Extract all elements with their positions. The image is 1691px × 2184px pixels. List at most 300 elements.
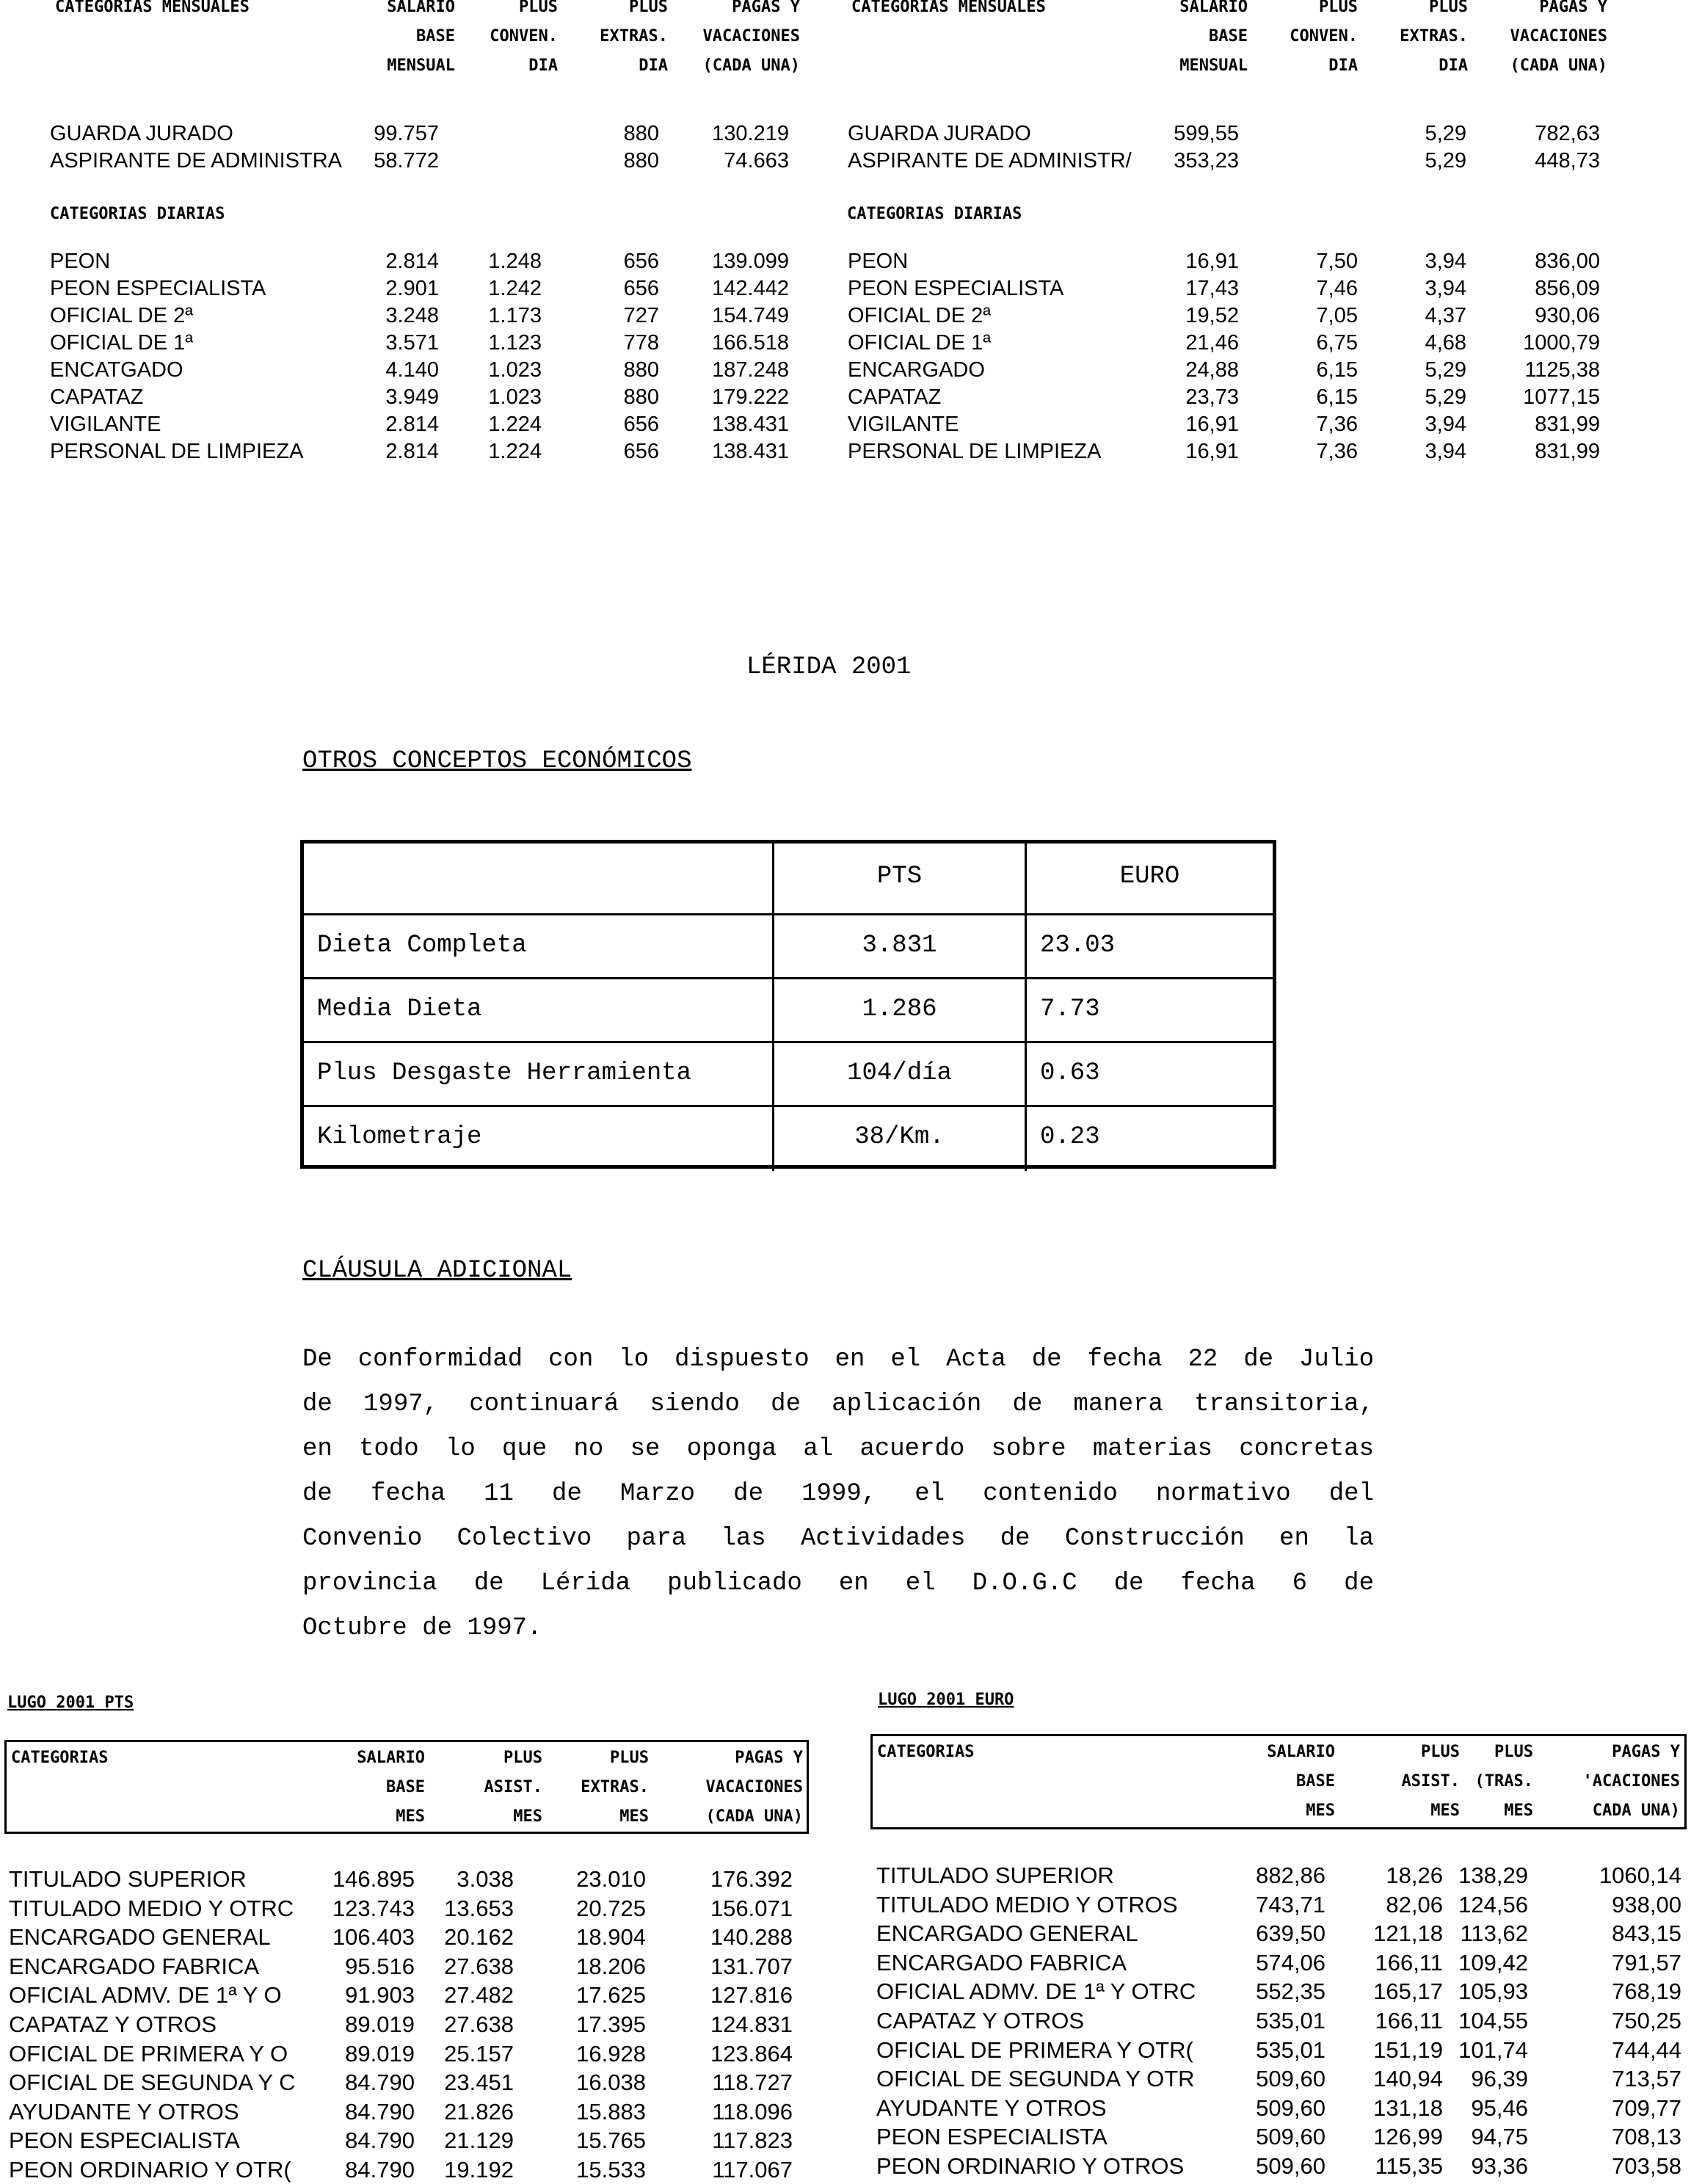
cell-extras: 93,36	[1471, 2153, 1528, 2179]
otros-cell-pts: 1.286	[774, 979, 1027, 1043]
header-line: SALARIO	[357, 1749, 425, 1767]
header-pagas	[1461, 0, 1607, 81]
cell-pagas: 179.222	[712, 385, 789, 409]
header-pagas	[1533, 1738, 1680, 1826]
cell-pagas: 791,57	[1612, 1949, 1681, 1976]
header-line: SALARIO	[1267, 1743, 1335, 1761]
cell-extras: 101,74	[1458, 2036, 1528, 2063]
cell-cat: PERSONAL DE LIMPIEZA	[50, 440, 304, 463]
cell-extras: 5,29	[1425, 149, 1466, 173]
header-line: MES	[1306, 1802, 1335, 1820]
cell-cat: ASPIRANTE DE ADMINISTRA	[50, 149, 343, 173]
header-line: VACACIONES	[702, 27, 800, 46]
header-line: DIA	[528, 57, 558, 75]
header-line: CADA UNA)	[1592, 1802, 1680, 1820]
cell-asist: 165,17	[1373, 1978, 1443, 2005]
header-plus-conven	[462, 0, 558, 81]
header-line: DIA	[1439, 57, 1468, 75]
cell-cat: PERSONAL DE LIMPIEZA	[848, 440, 1102, 463]
header-categorias: CATEGORIAS	[877, 1743, 975, 1761]
cell-cat: ENCARGADO	[848, 358, 985, 382]
header-pts: PTS	[774, 844, 1027, 915]
cell-base: 353,23	[1174, 149, 1239, 173]
paragraph-line: de fecha 11 de Marzo de 1999, el contenido normativo del	[302, 1480, 1374, 1508]
header-categorias: CATEGORIAS MENSUALES	[851, 0, 1046, 16]
header-line: EXTRAS.	[581, 1778, 649, 1796]
cell-asist: 151,19	[1373, 2036, 1443, 2063]
cell-cat: AYUDANTE Y OTROS	[876, 2094, 1107, 2121]
cell-asist: 25.157	[444, 2040, 514, 2067]
cell-base: 21,46	[1185, 331, 1239, 355]
header-line: PAGAS Y	[735, 1749, 803, 1767]
cell-extras: 5,29	[1425, 122, 1466, 145]
cell-pagas: 750,25	[1612, 2008, 1681, 2034]
cell-base: 2.814	[385, 413, 439, 436]
header-line: DIA	[1328, 57, 1358, 75]
cell-extras: 15.533	[576, 2157, 646, 2183]
cell-pagas: 709,77	[1612, 2094, 1681, 2121]
cell-cat: PEON ESPECIALISTA	[848, 277, 1064, 300]
cell-pagas: 117.823	[712, 2127, 793, 2154]
header-line: MENSUAL	[387, 57, 455, 75]
cell-conv: 6,15	[1316, 385, 1358, 409]
cell-pagas: 843,15	[1612, 1920, 1681, 1947]
cell-pagas: 836,00	[1535, 250, 1600, 273]
cell-extras: 880	[623, 358, 659, 382]
header-plus-extras	[1460, 1738, 1533, 1826]
header-euro: EURO	[1027, 844, 1273, 915]
cell-extras: 727	[623, 304, 659, 327]
header-salario	[300, 1744, 425, 1832]
cell-pagas: 131.707	[710, 1953, 793, 1979]
cell-base: 509,60	[1256, 2066, 1325, 2092]
header-line: MES	[1430, 1802, 1460, 1820]
cell-extras: 113,62	[1460, 1920, 1528, 1947]
cell-base: 23,73	[1185, 385, 1239, 409]
cell-extras: 5,29	[1425, 385, 1466, 409]
paragraph-line: Octubre de 1997.	[302, 1614, 542, 1642]
cell-base: 509,60	[1256, 2094, 1325, 2121]
cell-conv: 1.224	[488, 413, 542, 436]
header-line: PLUS	[1494, 1743, 1533, 1761]
header-line: VACACIONES	[1510, 27, 1607, 46]
header-line: PLUS	[629, 0, 668, 16]
cell-cat: ENCATGADO	[50, 358, 183, 382]
cell-pagas: 831,99	[1535, 413, 1600, 436]
cell-extras: 880	[623, 122, 659, 145]
cell-base: 535,01	[1256, 2008, 1325, 2034]
header-pagas	[652, 1744, 803, 1832]
cell-extras: 5,29	[1425, 358, 1466, 382]
section-title-otros: OTROS CONCEPTOS ECONÓMICOS	[302, 747, 692, 775]
cell-extras: 96,39	[1471, 2066, 1528, 2092]
cell-base: 639,50	[1256, 1920, 1325, 1947]
paragraph-line: provincia de Lérida publicado en el D.O.G.C de fecha 6 de	[302, 1570, 1374, 1597]
cell-extras: 3,94	[1425, 277, 1466, 300]
header-line: CONVEN.	[490, 27, 558, 46]
cell-pagas: 1125,38	[1524, 358, 1600, 382]
cell-pagas: 127.816	[710, 1982, 793, 2009]
cell-asist: 140,94	[1373, 2066, 1443, 2092]
header-line: PLUS	[610, 1749, 649, 1767]
cell-conv: 7,36	[1316, 413, 1358, 436]
header-line: MENSUAL	[1179, 57, 1248, 75]
lugo-pts-title: LUGO 2001 PTS	[7, 1694, 134, 1712]
cell-asist: 21.826	[444, 2098, 514, 2125]
cell-extras: 16.928	[576, 2040, 646, 2067]
cell-conv: 7,46	[1316, 277, 1358, 300]
cell-asist: 13.653	[444, 1895, 514, 1921]
cell-base: 3.571	[385, 331, 439, 355]
cell-base: 2.814	[385, 440, 439, 463]
cell-extras: 23.010	[576, 1866, 646, 1892]
cell-base: 509,60	[1256, 2153, 1325, 2179]
header-line: MES	[396, 1807, 425, 1826]
lugo-euro-title: LUGO 2001 EURO	[878, 1691, 1014, 1709]
cell-conv: 1.248	[488, 250, 542, 273]
top-right-table	[815, 0, 1691, 470]
top-left-table	[0, 0, 815, 470]
header-salario	[1138, 0, 1248, 81]
header-line: SALARIO	[387, 0, 455, 16]
cell-asist: 20.162	[444, 1924, 514, 1951]
cell-asist: 18,26	[1386, 1862, 1443, 1888]
header-line: (CADA UNA)	[705, 1807, 803, 1826]
cell-pagas: 117.067	[712, 2157, 793, 2183]
cell-cat: OFICIAL DE 2ª	[50, 304, 193, 327]
cell-base: 599,55	[1174, 122, 1239, 145]
otros-cell-euro: 0.23	[1040, 1123, 1100, 1151]
header-line: BASE	[416, 27, 455, 46]
cell-extras: 15.883	[576, 2098, 646, 2125]
cell-asist: 27.638	[444, 2011, 514, 2037]
header-pagas	[661, 0, 800, 81]
cell-cat: ENCARGADO FABRICA	[876, 1949, 1127, 1976]
cell-asist: 131,18	[1373, 2094, 1443, 2121]
otros-cell-euro: 0.63	[1027, 1043, 1273, 1107]
cell-base: 2.901	[385, 277, 439, 300]
cell-cat: TITULADO SUPERIOR	[9, 1866, 247, 1892]
cell-base: 17,43	[1185, 277, 1239, 300]
cell-pagas: 118.727	[712, 2069, 793, 2096]
cell-extras: 3,94	[1425, 250, 1466, 273]
cell-conv: 1.023	[488, 385, 542, 409]
cell-cat: PEON ORDINARIO Y OTROS	[876, 2153, 1185, 2179]
cell-pagas: 782,63	[1535, 122, 1600, 145]
cell-pagas: 713,57	[1612, 2066, 1681, 2092]
cell-pagas: 744,44	[1612, 2036, 1681, 2063]
otros-cell-pts: 104/día	[774, 1043, 1027, 1107]
cell-extras: 18.904	[576, 1924, 646, 1951]
header-line: (CADA UNA)	[702, 57, 800, 75]
cell-conv: 7,36	[1316, 440, 1358, 463]
cell-cat: OFICIAL ADMV. DE 1ª Y OTRC	[876, 1978, 1196, 2005]
otros-cell-euro: 23.03	[1027, 915, 1273, 979]
otros-cell-pts: 3.831	[774, 915, 1027, 979]
cell-base: 24,88	[1185, 358, 1239, 382]
header-line: DIA	[639, 57, 668, 75]
cell-cat: GUARDA JURADO	[848, 122, 1031, 145]
cell-pagas: 1077,15	[1523, 385, 1600, 409]
cell-pagas: 703,58	[1612, 2153, 1681, 2179]
cell-base: 99.757	[374, 122, 439, 145]
header-line: PLUS	[503, 1749, 542, 1767]
header-empty	[304, 844, 774, 915]
header-line: BASE	[386, 1778, 425, 1796]
cell-cat: CAPATAZ	[50, 385, 144, 409]
cell-conv: 1.224	[488, 440, 542, 463]
header-plus-conven	[1255, 0, 1358, 81]
cell-base: 509,60	[1256, 2124, 1325, 2150]
cell-cat: ASPIRANTE DE ADMINISTR/	[848, 149, 1132, 173]
section-title-clausula: CLÁUSULA ADICIONAL	[302, 1257, 572, 1285]
cell-pagas: 156.071	[710, 1895, 793, 1921]
cell-pagas: 187.248	[712, 358, 789, 382]
cell-asist: 121,18	[1373, 1920, 1443, 1947]
header-categorias: CATEGORIAS MENSUALES	[55, 0, 250, 16]
otros-cell-euro: 7.73	[1027, 979, 1273, 1043]
cell-cat: VIGILANTE	[848, 413, 959, 436]
cell-extras: 16.038	[576, 2069, 646, 2096]
cell-asist: 19.192	[444, 2157, 514, 2183]
cell-pagas: 938,00	[1612, 1891, 1681, 1918]
cell-pagas: 768,19	[1612, 1978, 1681, 2005]
clausula-paragraph	[302, 1338, 1374, 1651]
header-line: BASE	[1209, 27, 1248, 46]
cell-cat: OFICIAL DE 1ª	[848, 331, 991, 355]
cell-extras: 94,75	[1471, 2124, 1528, 2150]
cell-base: 743,71	[1256, 1891, 1325, 1918]
cell-extras: 15.765	[576, 2127, 646, 2154]
cell-extras: 18.206	[576, 1953, 646, 1979]
header-line: (CADA UNA)	[1510, 57, 1607, 75]
cell-base: 84.790	[345, 2098, 415, 2125]
cell-base: 84.790	[345, 2069, 415, 2096]
cell-cat: OFICIAL DE SEGUNDA Y C	[9, 2069, 296, 2096]
cell-pagas: 708,13	[1612, 2124, 1681, 2150]
header-line: CONVEN.	[1290, 27, 1358, 46]
cell-base: 146.895	[332, 1866, 415, 1892]
cell-pagas: 142.442	[712, 277, 789, 300]
otros-cell-concept: Kilometraje	[304, 1107, 774, 1171]
cell-base: 106.403	[332, 1924, 415, 1951]
header-plus-asist	[440, 1744, 542, 1832]
cell-base: 535,01	[1256, 2036, 1325, 2063]
cell-base: 84.790	[345, 2127, 415, 2154]
header-line: PAGAS Y	[1612, 1743, 1680, 1761]
cell-conv: 1.242	[488, 277, 542, 300]
cell-base: 3.248	[385, 304, 439, 327]
cell-extras: 880	[623, 385, 659, 409]
cell-cat: CAPATAZ Y OTROS	[9, 2011, 217, 2037]
cell-base: 84.790	[345, 2157, 415, 2183]
cell-cat: PEON ESPECIALISTA	[50, 277, 266, 300]
header-line: PLUS	[1319, 0, 1358, 16]
cell-extras: 17.625	[576, 1982, 646, 2009]
cell-conv: 1.123	[488, 331, 542, 355]
cell-extras: 105,93	[1458, 1978, 1528, 2005]
cell-conv: 6,15	[1316, 358, 1358, 382]
cell-pagas: 130.219	[712, 122, 789, 145]
cell-cat: PEON	[848, 250, 909, 273]
header-line: EXTRAS.	[1400, 27, 1468, 46]
cell-cat: ENCARGADO GENERAL	[876, 1920, 1138, 1947]
cell-pagas: 448,73	[1535, 149, 1600, 173]
cell-pagas: 138.431	[712, 413, 789, 436]
cell-base: 16,91	[1185, 413, 1239, 436]
cell-asist: 166,11	[1375, 1949, 1443, 1976]
cell-cat: CAPATAZ Y OTROS	[876, 2008, 1085, 2034]
cell-pagas: 1060,14	[1599, 1862, 1681, 1888]
cell-pagas: 831,99	[1535, 440, 1600, 463]
paragraph-line: en todo lo que no se oponga al acuerdo sobre materias concretas	[302, 1435, 1374, 1463]
header-plus-extras	[546, 1744, 649, 1832]
cell-extras: 656	[623, 413, 659, 436]
header-line: PAGAS Y	[1539, 0, 1607, 16]
cell-cat: OFICIAL ADMV. DE 1ª Y O	[9, 1982, 282, 2009]
header-line: PLUS	[519, 0, 558, 16]
cell-cat: VIGILANTE	[50, 413, 161, 436]
cell-cat: OFICIAL DE PRIMERA Y OTR(	[876, 2036, 1193, 2063]
cell-cat: PEON ESPECIALISTA	[876, 2124, 1108, 2150]
otros-cell-pts: 38/Km.	[774, 1107, 1027, 1171]
header-line: PLUS	[1421, 1743, 1460, 1761]
cell-base: 91.903	[345, 1982, 415, 2009]
cell-extras: 656	[623, 277, 659, 300]
cell-base: 95.516	[345, 1953, 415, 1979]
cell-cat: PEON ESPECIALISTA	[9, 2127, 240, 2154]
cell-extras: 778	[623, 331, 659, 355]
cell-extras: 17.395	[576, 2011, 646, 2037]
cell-conv: 7,05	[1316, 304, 1358, 327]
header-salario	[1240, 1738, 1335, 1826]
cell-base: 16,91	[1185, 250, 1239, 273]
cell-asist: 23.451	[444, 2069, 514, 2096]
cell-base: 2.814	[385, 250, 439, 273]
header-line: ASIST.	[484, 1778, 542, 1796]
cell-cat: GUARDA JURADO	[50, 122, 233, 145]
cell-cat: CAPATAZ	[848, 385, 942, 409]
header-categorias: CATEGORIAS	[11, 1749, 109, 1767]
cell-pagas: 1000,79	[1523, 331, 1600, 355]
cell-base: 552,35	[1256, 1978, 1325, 2005]
header-salario	[345, 0, 455, 81]
cell-pagas: 123.864	[710, 2040, 793, 2067]
cell-pagas: 124.831	[710, 2011, 793, 2037]
cell-asist: 166,11	[1375, 2008, 1443, 2034]
cell-pagas: 74.663	[724, 149, 789, 173]
daily-label: CATEGORIAS DIARIAS	[50, 205, 225, 223]
cell-asist: 82,06	[1386, 1891, 1443, 1918]
cell-asist: 126,99	[1373, 2124, 1443, 2150]
cell-pagas: 118.096	[712, 2098, 793, 2125]
cell-extras: 656	[623, 250, 659, 273]
cell-extras: 880	[623, 149, 659, 173]
cell-extras: 109,42	[1458, 1949, 1528, 1976]
header-line: 'ACACIONES	[1582, 1772, 1680, 1791]
cell-cat: ENCARGADO FABRICA	[9, 1953, 260, 1979]
header-line: BASE	[1296, 1772, 1335, 1791]
cell-cat: TITULADO MEDIO Y OTROS	[876, 1891, 1178, 1918]
header-plus-extras	[565, 0, 668, 81]
header-line: MES	[1504, 1802, 1533, 1820]
cell-cat: TITULADO SUPERIOR	[876, 1862, 1114, 1888]
cell-cat: PEON ORDINARIO Y OTR(	[9, 2157, 291, 2183]
cell-asist: 3.038	[457, 1866, 514, 1892]
cell-pagas: 139.099	[712, 250, 789, 273]
cell-base: 58.772	[374, 149, 439, 173]
cell-base: 89.019	[345, 2040, 415, 2067]
header-plus-extras	[1365, 0, 1468, 81]
paragraph-line: de 1997, continuará siendo de aplicación de manera transitoria,	[302, 1390, 1374, 1418]
header-line: MES	[513, 1807, 542, 1826]
cell-cat: OFICIAL DE PRIMERA Y O	[9, 2040, 288, 2067]
cell-extras: 3,94	[1425, 413, 1466, 436]
cell-cat: ENCARGADO GENERAL	[9, 1924, 271, 1951]
cell-cat: TITULADO MEDIO Y OTRC	[9, 1895, 294, 1921]
cell-extras: 656	[623, 440, 659, 463]
cell-extras: 138,29	[1458, 1862, 1528, 1888]
cell-cat: PEON	[50, 250, 111, 273]
header-line: (TRAS.	[1474, 1772, 1533, 1791]
cell-base: 4.140	[385, 358, 439, 382]
cell-conv: 1.173	[488, 304, 542, 327]
header-line: SALARIO	[1179, 0, 1248, 16]
header-plus-asist	[1372, 1738, 1460, 1826]
cell-base: 19,52	[1185, 304, 1239, 327]
cell-asist: 21.129	[444, 2127, 514, 2154]
header-line: EXTRAS.	[600, 27, 668, 46]
cell-conv: 1.023	[488, 358, 542, 382]
page-title: LÉRIDA 2001	[746, 653, 912, 681]
cell-extras: 95,46	[1471, 2094, 1528, 2121]
cell-asist: 27.638	[444, 1953, 514, 1979]
cell-extras: 4,68	[1425, 331, 1466, 355]
paragraph-line: Convenio Colectivo para las Actividades de Construcción en la	[302, 1525, 1374, 1553]
header-line: MES	[619, 1807, 649, 1826]
header-line: PLUS	[1429, 0, 1468, 16]
cell-conv: 6,75	[1316, 331, 1358, 355]
cell-extras: 20.725	[576, 1895, 646, 1921]
otros-conceptos-table	[300, 840, 1276, 1169]
cell-base: 16,91	[1185, 440, 1239, 463]
otros-cell-concept: Plus Desgaste Herramienta	[304, 1043, 774, 1107]
lugo-pts-header-box	[4, 1740, 809, 1834]
lugo-euro-header-box	[870, 1734, 1687, 1829]
cell-base: 89.019	[345, 2011, 415, 2037]
cell-base: 123.743	[332, 1895, 415, 1921]
cell-pagas: 176.392	[710, 1866, 793, 1892]
paragraph-line: De conformidad con lo dispuesto en el Acta de fecha 22 de Julio	[302, 1346, 1374, 1374]
header-line: ASIST.	[1401, 1772, 1460, 1791]
cell-pagas: 140.288	[710, 1924, 793, 1951]
cell-extras: 104,55	[1458, 2008, 1528, 2034]
cell-extras: 3,94	[1425, 440, 1466, 463]
cell-extras: 124,56	[1458, 1891, 1528, 1918]
cell-extras: 4,37	[1425, 304, 1466, 327]
cell-pagas: 166.518	[712, 331, 789, 355]
header-line: VACACIONES	[705, 1778, 803, 1796]
cell-pagas: 930,06	[1535, 304, 1600, 327]
cell-cat: OFICIAL DE SEGUNDA Y OTR	[876, 2066, 1195, 2092]
cell-base: 574,06	[1256, 1949, 1325, 1976]
cell-cat: OFICIAL DE 1ª	[50, 331, 193, 355]
cell-pagas: 138.431	[712, 440, 789, 463]
daily-label: CATEGORIAS DIARIAS	[847, 205, 1022, 223]
cell-cat: OFICIAL DE 2ª	[848, 304, 991, 327]
cell-cat: AYUDANTE Y OTROS	[9, 2098, 239, 2125]
otros-cell-concept: Media Dieta	[304, 979, 774, 1043]
